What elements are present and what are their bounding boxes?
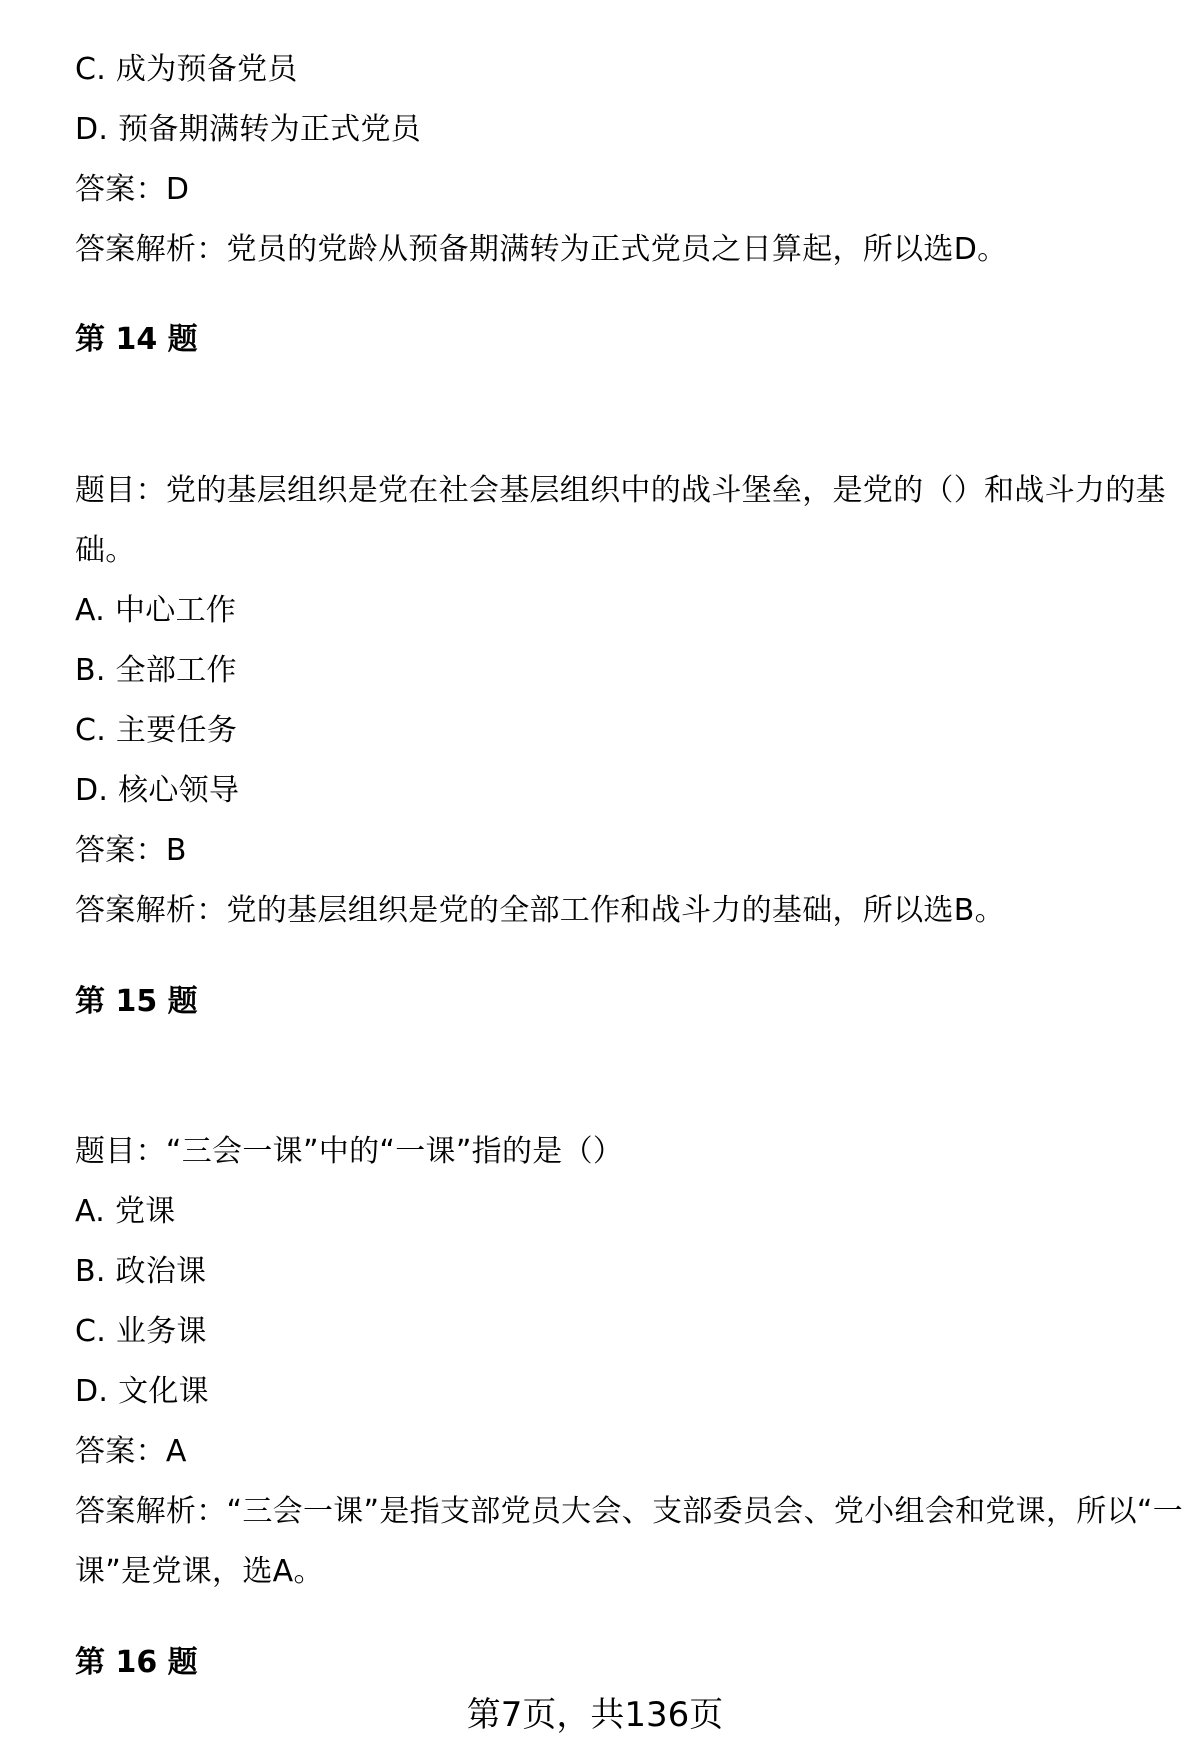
question-14-stem-line1: 题目：党的基层组织是党在社会基层组织中的战斗堡垒，是党的（）和战斗力的基 xyxy=(75,473,1166,508)
question-14-option-a: A. 中心工作 xyxy=(75,593,237,628)
question-15-option-c: C. 业务课 xyxy=(75,1314,207,1349)
question-15-option-d: D. 文化课 xyxy=(75,1374,209,1409)
question-15-analysis-line2: 课”是党课，选A。 xyxy=(75,1554,324,1589)
question-15-analysis-line1: 答案解析：“三会一课”是指支部党员大会、支部委员会、党小组会和党课，所以“一 xyxy=(75,1494,1184,1529)
prev-analysis: 答案解析：党员的党龄从预备期满转为正式党员之日算起，所以选D。 xyxy=(75,232,1008,267)
prev-option-d: D. 预备期满转为正式党员 xyxy=(75,112,422,147)
page-number-footer: 第7页，共136页 xyxy=(466,1695,724,1735)
question-14-option-d: D. 核心领导 xyxy=(75,773,240,808)
question-15-option-b: B. 政治课 xyxy=(75,1254,207,1289)
question-16-heading: 第 16 题 xyxy=(75,1645,198,1680)
question-15-heading: 第 15 题 xyxy=(75,984,198,1019)
question-14-option-b: B. 全部工作 xyxy=(75,653,237,688)
question-14-heading: 第 14 题 xyxy=(75,322,198,357)
question-14-answer: 答案：B xyxy=(75,833,187,868)
prev-option-c: C. 成为预备党员 xyxy=(75,52,298,87)
prev-answer: 答案：D xyxy=(75,172,190,207)
question-14-stem-line2: 础。 xyxy=(75,533,136,568)
question-15-option-a: A. 党课 xyxy=(75,1194,176,1229)
question-14-option-c: C. 主要任务 xyxy=(75,713,238,748)
question-15-answer: 答案：A xyxy=(75,1434,187,1469)
question-14-analysis: 答案解析：党的基层组织是党的全部工作和战斗力的基础，所以选B。 xyxy=(75,893,1005,928)
question-15-stem: 题目：“三会一课”中的“一课”指的是（） xyxy=(75,1134,624,1169)
